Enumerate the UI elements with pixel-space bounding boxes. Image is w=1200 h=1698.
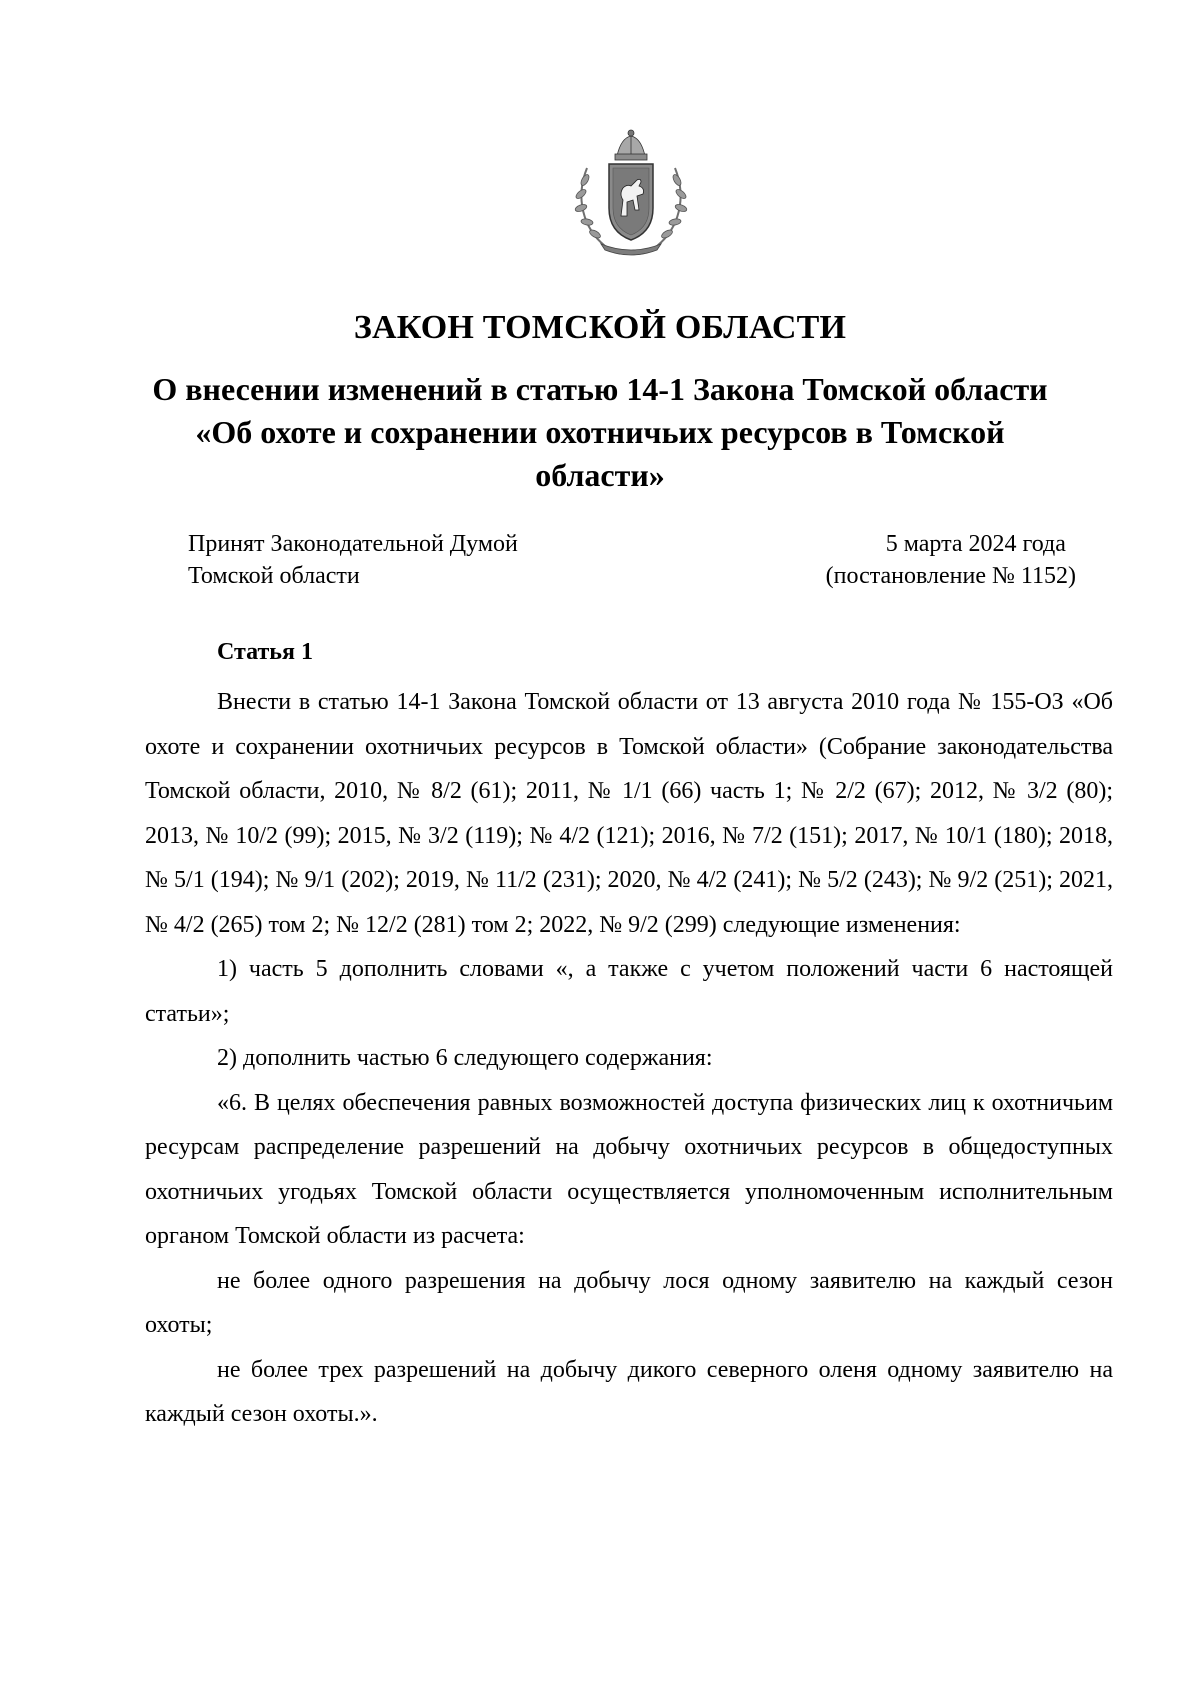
adoption-date-block	[826, 528, 1076, 592]
coat-of-arms-icon	[565, 128, 697, 256]
article-paragraph: Внести в статью 14-1 Закона Томской области от 13 августа 2010 года № 155-ОЗ «Об охоте и сохранении охотничьих ресурсов в Томской области» (Собрание законодательства Томской области, 2010, № 8/2 (61); 2011, № 1/1 (66) часть 1; № 2/2 (67); 2012, № 3/2 (80); 2013, № 10/2 (99); 2015, № 3/2 (119); № 4/2 (121); 2016, № 7/2 (151); 2017, № 10/1 (180); 2018, № 5/1 (194); № 9/1 (202); 2019, № 11/2 (231); 2020, № 4/2 (241); № 5/2 (243); № 9/2 (251); 2021, № 4/2 (265) том 2; № 12/2 (281) том 2; 2022, № 9/2 (299) следующие изменения:	[145, 689, 1113, 938]
article-paragraph: 1) часть 5 дополнить словами «, а также с учетом положений части 6 настоящей статьи»;	[145, 956, 1113, 1027]
adoption-resolution: (постановление № 1152)	[825, 563, 1076, 589]
article-paragraph: не более трех разрешений на добычу дикого северного оленя одному заявителю на каждый сезон охоты.».	[145, 1356, 1113, 1427]
article-paragraph: «6. В целях обеспечения равных возможностей доступа физических лиц к охотничьим ресурсам распределение разрешений на добычу охотничьих ресурсов в общедоступных охотничьих угодьях Томской области осуществляется уполномоченным исполнительным органом Томской области из расчета:	[145, 1089, 1113, 1249]
adoption-body-line2: Томской области	[188, 563, 360, 589]
adoption-date: 5 марта 2024 года	[885, 531, 1066, 557]
article-paragraph: не более одного разрешения на добычу лося одному заявителю на каждый сезон охоты;	[145, 1267, 1113, 1338]
article-heading: Статья 1	[217, 639, 313, 665]
law-title: ЗАКОН ТОМСКОЙ ОБЛАСТИ	[353, 309, 847, 346]
article-body	[145, 680, 1113, 1437]
article-paragraph: 2) дополнить частью 6 следующего содержания:	[217, 1045, 713, 1071]
adoption-body-line1: Принят Законодательной Думой	[188, 531, 518, 557]
adoption-body	[188, 528, 518, 592]
law-subtitle: О внесении изменений в статью 14-1 Закона Томской области «Об охоте и сохранении охотничьих ресурсов в Томской области»	[152, 371, 1048, 493]
